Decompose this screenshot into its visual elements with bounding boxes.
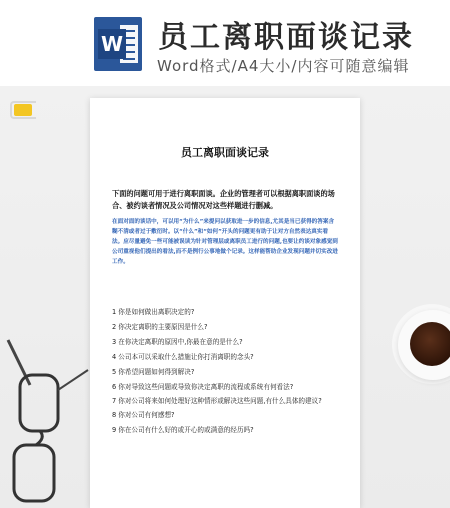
doc-note: 在面对面的谈话中，可以用“为什么”来提问以获取进一步的信息,尤其是当已获得的答案含糊不清或者过于敷衍时。以“什么”和“如何”开头的问题更有助于让对方自然表达真实看法。应尽量避免一些可能被误读为针对管理层或离职员工进行的问题,也要让约谈对象感觉到公司重视他们提出的看法,而不是例行公事地做个记录。这样能帮助企业发现问题并切实改进工作。 <box>112 219 338 265</box>
list-item: 2 你决定离职的主要原因是什么? <box>112 323 208 331</box>
list-item: 1 你是如何做出离职决定的? <box>112 308 195 316</box>
doc-intro: 下面的问题可用于进行离职面谈。企业的管理者可以根据离职面谈的场合、被约谈者情况及公司情况对这些样题进行删减。 <box>112 189 335 210</box>
list-item: 5 你希望问题如何得到解决? <box>112 368 195 376</box>
document-page <box>90 98 360 508</box>
list-item: 4 公司本可以采取什么措施让你打消离职的念头? <box>112 353 254 361</box>
list-item: 8 你对公司有何感想? <box>112 411 175 419</box>
question-list <box>112 305 338 438</box>
doc-title: 员工离职面谈记录 <box>181 146 269 159</box>
binder-clip-icon <box>10 101 36 119</box>
header-banner <box>0 0 450 86</box>
word-logo-icon <box>94 17 142 71</box>
list-item: 3 在你决定离职的原因中,你最在意的是什么? <box>112 338 243 346</box>
list-item: 6 你对导致这些问题或导致你决定离职的流程或系统有何看法? <box>112 383 294 391</box>
list-item: 9 你在公司有什么好的或开心的或满意的经历吗? <box>112 426 254 434</box>
word-letter: W <box>98 29 126 59</box>
list-item: 7 你对公司将来如何处理好这种情形或解决这些问题,有什么具体的建议? <box>112 397 322 405</box>
banner-title: 员工离职面谈记录 <box>158 20 414 55</box>
eyeglasses-icon <box>0 330 90 508</box>
banner-subtitle: Word格式/A4大小/内容可随意编辑 <box>157 57 410 75</box>
